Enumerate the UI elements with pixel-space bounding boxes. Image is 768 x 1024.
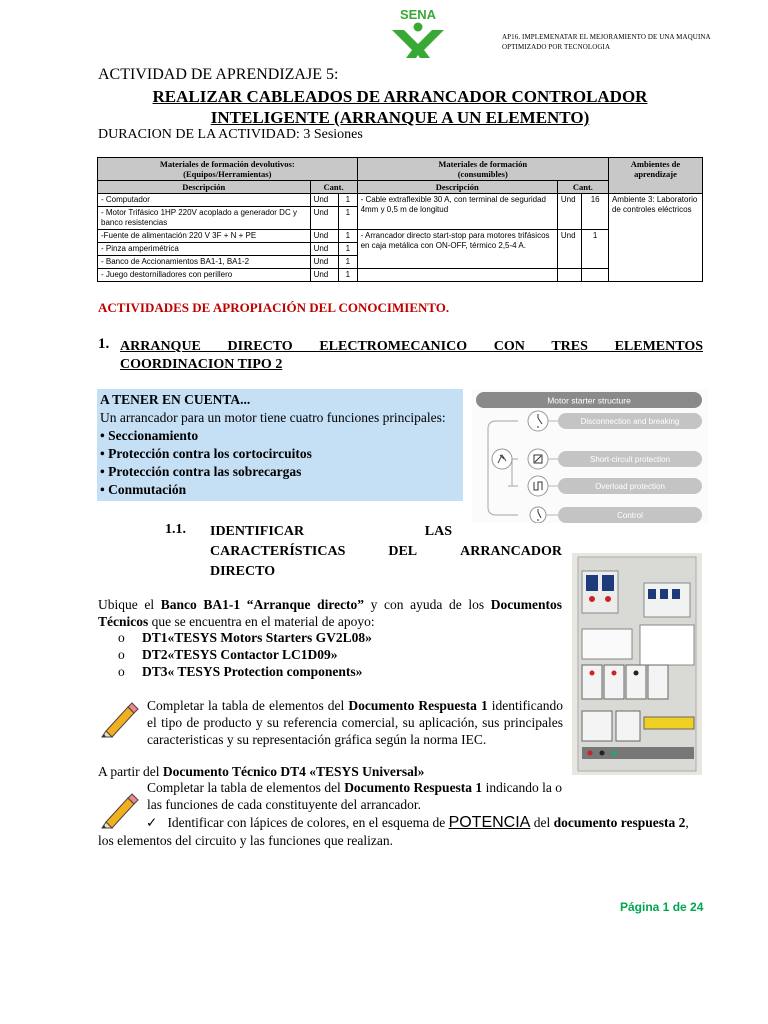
cell-empty: [357, 269, 557, 282]
cell-cantidad: 1: [339, 243, 357, 256]
list-item: o DT1«TESYS Motors Starters GV2L08»: [118, 630, 372, 645]
paragraph-a-partir: A partir del Documento Técnico DT4 «TESYS Universal»: [98, 764, 425, 779]
cell-empty: [557, 269, 582, 282]
cell-cantidad: 1: [339, 269, 357, 282]
disconnect-icon: [528, 411, 548, 431]
note-intro: Un arrancador para un motor tiene cuatro funciones principales:: [100, 410, 446, 425]
cell-unidad-consumible: Und: [557, 230, 582, 269]
header-line-1: AP16. IMPLEMENATAR EL MEJORAMIENTO DE UNA MAQUINA: [502, 33, 711, 41]
activity-title-line-1: REALIZAR CABLEADOS DE ARRANCADOR CONTROLADOR: [152, 87, 648, 106]
cell-descripcion: - Motor Trifásico 1HP 220V acoplado a generador DC y banco resistencias: [98, 207, 311, 230]
paragraph-identificar: ✓ Identificar con lápices de colores, en el esquema de POTENCIA del documento respuesta 2, los elementos del circuito y las funciones que realizan.: [98, 814, 689, 848]
list-item: o DT3« TESYS Protection components»: [118, 664, 363, 679]
control-icon: [530, 507, 546, 523]
pencil-icon: [98, 697, 140, 739]
cell-descripcion-consumible: - Cable extraflexible 30 A, con terminal de seguridad 4mm y 0,5 m de longitud: [357, 194, 557, 230]
section-1-title-line-2: COORDINACION TIPO 2: [120, 357, 283, 372]
overload-icon: [528, 476, 548, 496]
cell-descripcion: - Banco de Accionamientos BA1-1, BA1-2: [98, 256, 311, 269]
cell-cantidad: 1: [339, 207, 357, 230]
header-cant: Cant.: [310, 181, 357, 194]
note-item: • Protección contra las sobrecargas: [100, 464, 302, 479]
short-circuit-icon: [528, 449, 548, 469]
starter-panel-photo: [572, 553, 702, 775]
header-descripcion: Descripción: [98, 181, 311, 194]
note-item: • Seccionamiento: [100, 428, 199, 443]
paragraph-completar-1: Completar la tabla de elementos del Documento Respuesta 1 identificando el tipo de producto y su referencia comercial, su aplicación, sus principales caracteristicas y su representación gráfica según la norma IEC.: [147, 698, 563, 747]
section-1-1-word: ARRANCADOR: [460, 544, 562, 559]
logo-text: SENA: [399, 7, 437, 22]
paragraph-completar-2: Completar la tabla de elementos del Documento Respuesta 1 indicando la o las funciones de cada constituyente del arrancador.: [147, 780, 563, 812]
page-number: Página 1 de 24: [620, 900, 704, 914]
header-line-2: OPTIMIZADO POR TECNOLOGIA: [502, 43, 611, 51]
header-devolutivos: Materiales de formación devolutivos: (Equipos/Herramientas): [98, 158, 358, 181]
section-heading-apropiacion: ACTIVIDADES DE APROPIACIÓN DEL CONOCIMIENTO.: [98, 300, 450, 315]
section-1-1-word: CARACTERÍSTICAS: [210, 544, 346, 559]
motor-starter-diagram: [472, 389, 708, 523]
cell-cantidad: 1: [339, 230, 357, 243]
function-short-circuit: Short-circuit protection: [589, 455, 671, 464]
header-cant-2: Cant.: [557, 181, 608, 194]
cell-unidad: Und: [310, 194, 339, 207]
checkmark-icon: ✓: [146, 815, 158, 830]
header-consumibles: Materiales de formación (consumibles): [357, 158, 608, 181]
cell-cantidad-consumible: 1: [582, 230, 609, 269]
function-disconnection: Disconnection and breaking: [580, 417, 680, 426]
cell-descripcion: - Juego destornilladores con perillero: [98, 269, 311, 282]
section-1-1-word: DIRECTO: [210, 564, 276, 579]
table-header-row: [98, 158, 703, 181]
activity-title-line-2: INTELIGENTE (ARRANQUE A UN ELEMENTO): [210, 108, 590, 127]
cell-cantidad-consumible: 16: [582, 194, 609, 230]
note-item: • Conmutación: [100, 482, 187, 497]
header-descripcion-2: Descripción: [357, 181, 557, 194]
cell-descripcion-consumible: - Arrancador directo start-stop para motores trifásicos en caja metálica con ON-OFF, térmico 2,5-4 A.: [357, 230, 557, 269]
cell-unidad: Und: [310, 269, 339, 282]
materials-table: [97, 157, 703, 282]
motor-starter-title: Motor starter structure: [547, 395, 631, 406]
sena-logo: [386, 6, 450, 60]
cell-ambiente: Ambiente 3: Laboratorio de controles eléctricos: [608, 194, 702, 282]
cell-unidad: Und: [310, 243, 339, 256]
cell-descripcion: - Computador: [98, 194, 311, 207]
section-1-1-title: [210, 522, 562, 582]
section-1-title-line-1: ARRANQUE DIRECTO ELECTROMECANICO CON TRES ELEMENTOS: [120, 339, 703, 354]
function-overload: Overload protection: [595, 482, 665, 491]
cell-unidad: Und: [310, 230, 339, 243]
note-box: [97, 389, 463, 501]
section-1-1-word: LAS: [424, 524, 452, 539]
header-document-title: [502, 32, 742, 52]
note-item: • Protección contra los cortocircuitos: [100, 446, 312, 461]
activity-duration: DURACION DE LA ACTIVIDAD: 3 Sesiones: [98, 127, 363, 142]
cell-descripcion: -Fuente de alimentación 220 V 3F + N + PE: [98, 230, 311, 243]
cell-unidad-consumible: Und: [557, 194, 582, 230]
cell-unidad: Und: [310, 256, 339, 269]
cell-unidad: Und: [310, 207, 339, 230]
list-item: o DT2«TESYS Contactor LC1D09»: [118, 647, 338, 662]
cell-cantidad: 1: [339, 194, 357, 207]
note-title: A TENER EN CUENTA...: [100, 392, 251, 407]
cell-descripcion: - Pinza amperimétrica: [98, 243, 311, 256]
activity-title: [98, 86, 702, 128]
activity-label: ACTIVIDAD DE APRENDIZAJE 5:: [98, 66, 339, 83]
section-1-1-number: 1.1.: [165, 522, 186, 537]
paragraph-ubique: Ubique el Banco BA1-1 “Arranque directo” y con ayuda de los Documentos Técnicos que se encuentra en el material de apoyo:: [98, 597, 562, 629]
table-row: [98, 194, 703, 207]
section-1-number: 1.: [98, 336, 110, 352]
header-ambientes: Ambientes de aprendizaje: [608, 158, 702, 194]
section-1-1-word: IDENTIFICAR: [210, 524, 305, 539]
cell-cantidad: 1: [339, 256, 357, 269]
function-control: Control: [617, 511, 643, 520]
cell-empty: [582, 269, 609, 282]
section-1-1-word: DEL: [388, 544, 418, 559]
